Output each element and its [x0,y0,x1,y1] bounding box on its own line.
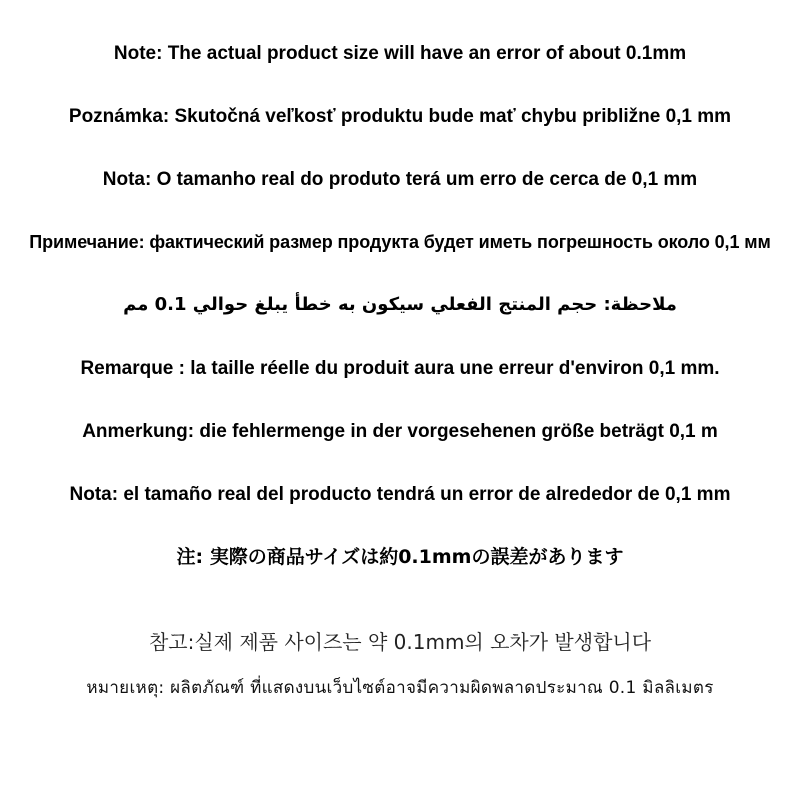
note-english: Note: The actual product size will have an error of about 0.1mm [113,43,687,64]
note-portuguese: Nota: O tamanho real do produto terá um erro de cerca de 0,1 mm [102,169,698,190]
note-slovak: Poznámka: Skutočná veľkosť produktu bude mať chybu približne 0,1 mm [68,106,732,127]
note-japanese: 注: 実際の商品サイズは約0.1mmの誤差があります [176,546,624,568]
note-korean: 참고:실제 제품 사이즈는 약 0.1mm의 오차가 발생합니다 [148,630,652,654]
note-thai: หมายเหตุ: ผลิตภัณฑ์ ที่แสดงบนเว็บไซต์อาจมีความผิดพลาดประมาณ 0.1 มิลลิเมตร [86,678,714,698]
note-arabic: ملاحظة: حجم المنتج الفعلي سيكون به خطأ يبلغ حوالي 0.1 مم [123,294,677,315]
note-russian: Примечание: фактический размер продукта будет иметь погрешность около 0,1 мм [29,232,771,252]
note-spanish: Nota: el tamaño real del producto tendrá un error de alrededor de 0,1 mm [69,484,731,505]
note-french: Remarque : la taille réelle du produit aura une erreur d'environ 0,1 mm. [80,358,720,379]
note-german: Anmerkung: die fehlermenge in der vorgesehenen größe beträgt 0,1 m [82,421,718,442]
